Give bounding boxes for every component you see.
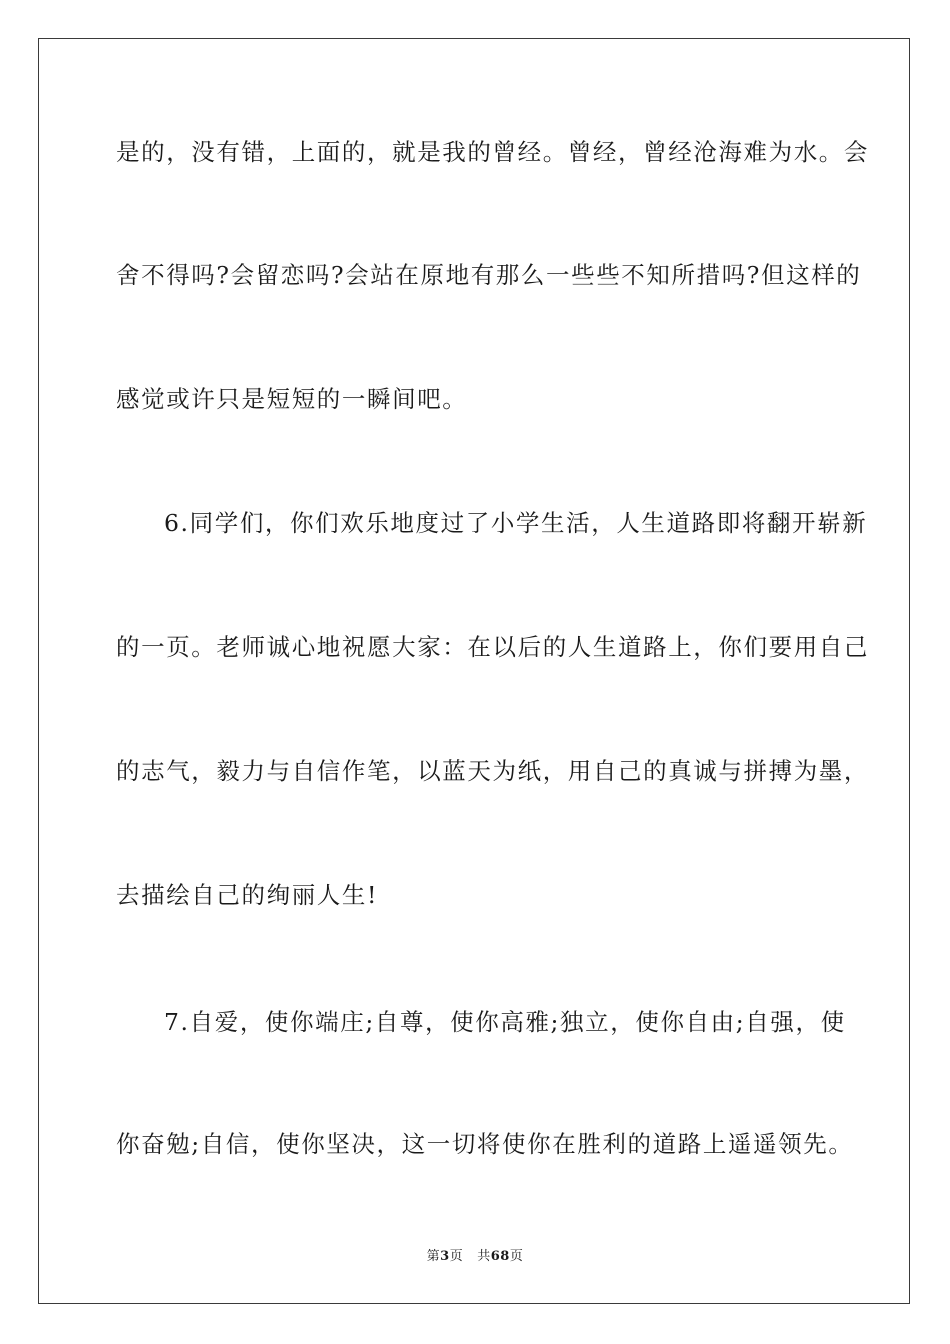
total-prefix: 共 <box>477 1249 491 1264</box>
paragraph-line: 6.同学们，你们欢乐地度过了小学生活，人生道路即将翻开崭新 <box>164 509 868 537</box>
page-suffix: 页 <box>449 1249 464 1264</box>
page-prefix: 第 <box>426 1249 441 1264</box>
total-page-count: 68 <box>490 1249 510 1264</box>
paragraph-line: 的志气，毅力与自信作笔，以蓝天为纸，用自己的真诚与拼搏为墨， <box>116 757 869 785</box>
paragraph-line: 舍不得吗?会留恋吗?会站在原地有那么一些些不知所措吗?但这样的 <box>116 261 862 289</box>
paragraph-line: 去描绘自己的绚丽人生! <box>116 881 379 909</box>
total-suffix: 页 <box>509 1249 524 1264</box>
current-page-number: 3 <box>440 1249 450 1264</box>
paragraph-line: 的一页。老师诚心地祝愿大家：在以后的人生道路上，你们要用自己 <box>116 633 869 661</box>
paragraph-line: 7.自爱，使你端庄;自尊，使你高雅;独立，使你自由;自强，使 <box>164 1008 846 1036</box>
page-footer <box>0 1249 950 1265</box>
paragraph-line: 是的，没有错，上面的，就是我的曾经。曾经，曾经沧海难为水。会 <box>116 138 869 166</box>
page-border <box>38 38 910 1304</box>
paragraph-line: 你奋勉;自信，使你坚决，这一切将使你在胜利的道路上遥遥领先。 <box>116 1130 854 1158</box>
paragraph-line: 感觉或许只是短短的一瞬间吧。 <box>116 385 468 413</box>
